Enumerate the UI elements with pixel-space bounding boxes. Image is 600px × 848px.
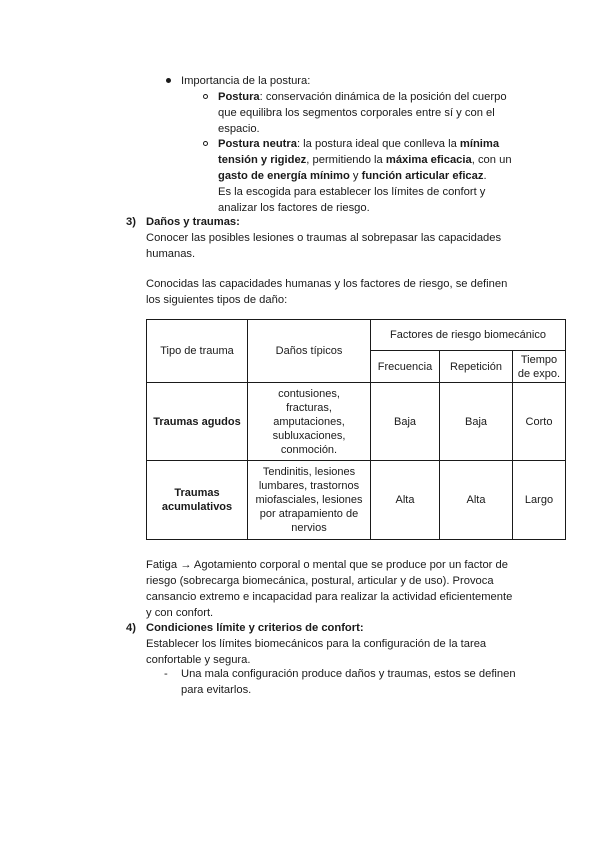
- cell-tiempo: Largo: [513, 461, 566, 540]
- postura-text: : conservación dinámica de la posición del cuerpo: [259, 91, 507, 103]
- neutra-text-2d: , con un: [471, 154, 512, 166]
- fatiga-line-3: cansancio extremo e incapacidad para realizar la actividad eficientemente: [146, 591, 513, 603]
- neutra-line-4: Es la escogida para establecer los límites de confort y: [218, 186, 486, 198]
- cell-frecuencia: Alta: [371, 461, 440, 540]
- neutra-text-2b: , permitiendo la: [306, 154, 386, 166]
- neutra-line-5: analizar los factores de riesgo.: [218, 202, 370, 214]
- neutra-text-1a: : la postura ideal que conlleva la: [296, 138, 460, 150]
- section-4-title: Condiciones límite y criterios de confort:: [146, 622, 364, 634]
- section-3-number: 3): [126, 216, 136, 228]
- cell-danos-line: lumbares, trastornos: [258, 480, 360, 492]
- postura-line-3: espacio.: [218, 123, 260, 135]
- cell-danos-line: contusiones,: [278, 387, 340, 400]
- section-3-p2-line-2: los siguientes tipos de daño:: [146, 294, 288, 306]
- section-3-p1-line-1: Conocer las posibles lesiones o traumas al sobrepasar las capacidades: [146, 232, 502, 244]
- section-4-line-2: confortable y segura.: [146, 654, 251, 666]
- cell-danos-line: por atrapamiento de: [259, 508, 359, 520]
- cell-danos-line: Tendinitis, lesiones: [262, 466, 356, 478]
- cell-repeticion: Alta: [440, 461, 513, 540]
- neutra-text-3d: .: [483, 170, 487, 182]
- neutra-bold-1b: mínima: [459, 138, 500, 150]
- cell-danos-line: subluxaciones,: [272, 429, 346, 442]
- cell-danos-line: amputaciones,: [273, 415, 345, 428]
- cell-danos: [248, 383, 371, 461]
- cell-tipo-line-2: acumulativos: [161, 501, 233, 513]
- postura-label: Postura: [218, 91, 260, 103]
- table-row: [147, 383, 566, 461]
- header-tiempo-line-1: Tiempo: [520, 353, 558, 366]
- section-4-line-1: Establecer los límites biomecánicos para la configuración de la tarea: [146, 638, 487, 650]
- fatiga-line-4: y con confort.: [146, 607, 214, 619]
- postura-line-1: [218, 89, 507, 105]
- table-row: [147, 461, 566, 540]
- section-3-p1-line-2: humanas.: [146, 248, 196, 260]
- bullet-circle-icon: [203, 94, 208, 99]
- header-factores-riesgo: Factores de riesgo biomecánico: [371, 320, 566, 351]
- section-4-item-line-2: para evitarlos.: [181, 684, 252, 696]
- cell-tipo: [147, 461, 248, 540]
- cell-danos-line: conmoción.: [280, 443, 338, 456]
- section-4-number: 4): [126, 622, 136, 634]
- cell-danos: [248, 461, 371, 540]
- cell-tipo-line-1: Traumas: [174, 487, 220, 499]
- damage-types-table: [146, 319, 566, 540]
- neutra-line-1: [218, 136, 499, 152]
- neutra-line-3: [218, 168, 487, 184]
- header-danos-tipicos: Daños típicos: [248, 320, 371, 383]
- header-repeticion: Repetición: [440, 351, 513, 383]
- cell-frecuencia: Baja: [371, 383, 440, 461]
- neutra-bold-2c: máxima eficacia: [385, 154, 472, 166]
- cell-danos-line: miofasciales, lesiones: [255, 494, 363, 506]
- cell-tiempo: Corto: [513, 383, 566, 461]
- header-tiempo-expo: [513, 351, 566, 383]
- fatiga-line-2: riesgo (sobrecarga biomecánica, postural, articular y de uso). Provoca: [146, 575, 494, 587]
- neutra-bold-2a: tensión y rigidez: [218, 154, 307, 166]
- section-3-title: Daños y traumas:: [146, 216, 240, 228]
- bullet-circle-icon: [203, 141, 208, 146]
- neutra-bold-3c: función articular eficaz: [361, 170, 484, 182]
- header-tipo-trauma: Tipo de trauma: [147, 320, 248, 383]
- neutra-text-3b: y: [349, 170, 362, 182]
- header-frecuencia: Frecuencia: [371, 351, 440, 383]
- section-3-p2-line-1: Conocidas las capacidades humanas y los factores de riesgo, se definen: [146, 278, 508, 290]
- section-4-item-line-1: Una mala configuración produce daños y traumas, estos se definen: [181, 668, 516, 680]
- cell-tipo-line-1: Traumas agudos: [153, 415, 241, 428]
- neutra-bold-3a: gasto de energía mínimo: [218, 170, 350, 182]
- bullet-dot-icon: [166, 78, 171, 83]
- cell-tipo: [147, 383, 248, 461]
- cell-repeticion: Baja: [440, 383, 513, 461]
- dash-bullet: -: [164, 668, 168, 680]
- header-tiempo-line-2: de expo.: [517, 367, 561, 380]
- fatiga-line-1: Fatiga → Agotamiento corporal o mental que se produce por un factor de: [146, 559, 508, 571]
- cell-danos-line: fracturas,: [286, 401, 332, 414]
- cell-danos-line: nervios: [291, 522, 327, 534]
- neutra-label: Postura neutra: [218, 138, 297, 150]
- neutra-line-2: [218, 152, 512, 168]
- posture-bullet-text: Importancia de la postura:: [181, 75, 311, 87]
- postura-line-2: que equilibra los segmentos corporales entre sí y con el: [218, 107, 495, 119]
